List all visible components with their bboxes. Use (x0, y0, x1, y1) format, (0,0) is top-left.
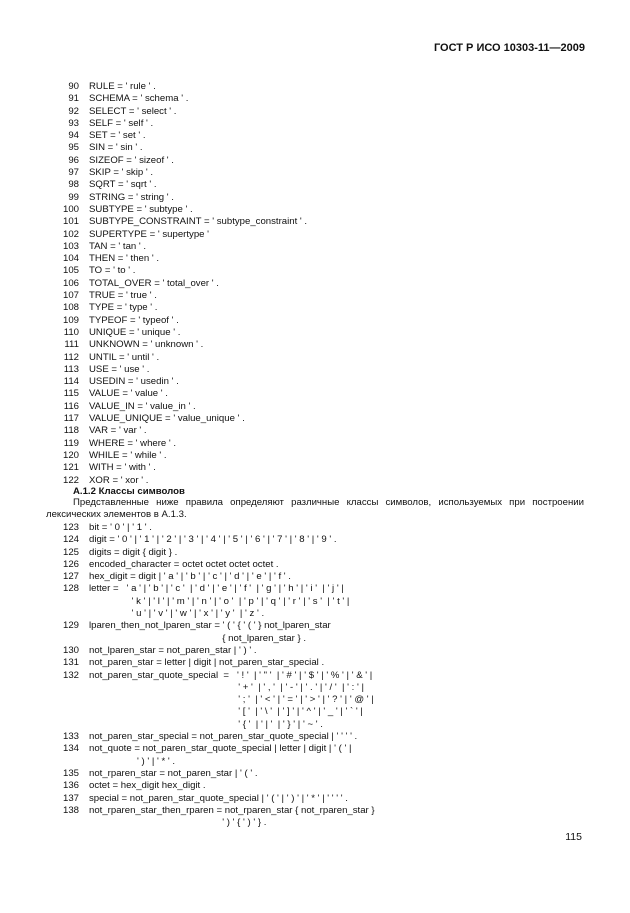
rule-number: 108 (62, 302, 79, 314)
grammar-rule (62, 192, 602, 204)
rule-text: TYPEOF = ' typeof ' . (89, 314, 179, 326)
grammar-rule (62, 620, 602, 632)
rule-number: 112 (63, 351, 79, 363)
rule-number: 103 (62, 240, 79, 252)
rule-text: USEDIN = ' usedin ' . (89, 376, 179, 388)
grammar-rule (62, 179, 602, 191)
rule-text: digit = ' 0 ' | ' 1 ' | ' 2 ' | ' 3 ' | ' 4 ' | ' 5 ' | ' 6 ' | ' 7 ' | ' 8 ' | ' 9 ' . (89, 534, 337, 546)
rule-text: special = not_paren_star_quote_special | ' ( ' | ' ) ' | ' * ' | ' ' ' ' . (89, 792, 348, 804)
grammar-rule (62, 81, 602, 93)
rule-text: not_paren_star_quote_special = ' ! ' | ' " ' | ' # ' | ' $ ' | ' % ' | ' & ' | (89, 669, 373, 681)
rule-number: 130 (62, 644, 79, 656)
rule-text: letter = ' a ' | ' b ' | ' c ' | ' d ' | ' e ' | ' f ' | ' g ' | ' h ' | ' i ' | ' j ' | (89, 583, 344, 595)
grammar-rule (62, 583, 602, 595)
rule-text: octet = hex_digit hex_digit . (89, 780, 206, 792)
rule-text: TRUE = ' true ' . (89, 290, 157, 302)
grammar-rule (62, 376, 602, 388)
rule-number: 129 (62, 620, 79, 632)
grammar-rule (62, 216, 602, 228)
rule-number: 107 (62, 290, 79, 302)
rule-text: ' { ' | ' | ' | ' } ' | ' ~ ' . (89, 718, 323, 730)
rule-number: 90 (68, 81, 79, 92)
grammar-rule (62, 253, 602, 265)
rule-text: SELECT = ' select ' . (89, 105, 177, 117)
grammar-rule (62, 694, 602, 706)
rule-number: 113 (63, 363, 79, 375)
grammar-rule (62, 645, 602, 657)
rule-number: 132 (62, 669, 79, 681)
grammar-rule (62, 780, 602, 792)
grammar-rule (62, 559, 602, 571)
grammar-rule (62, 118, 602, 130)
rule-text: WHILE = ' while ' . (89, 449, 167, 461)
rule-number: 138 (62, 804, 79, 816)
grammar-rule (62, 817, 602, 829)
rule-number: 105 (62, 265, 79, 277)
rule-number: 110 (63, 326, 79, 338)
grammar-rule (62, 522, 602, 534)
grammar-rule (62, 462, 602, 474)
rule-number: 98 (68, 179, 79, 191)
rule-text: USE = ' use ' . (89, 363, 150, 375)
rule-text: VALUE = ' value ' . (89, 388, 168, 400)
rule-number (62, 694, 79, 706)
rule-text: VALUE_IN = ' value_in ' . (89, 400, 196, 412)
grammar-rule (62, 413, 602, 425)
grammar-rule (62, 608, 602, 620)
grammar-rule (62, 633, 602, 645)
rule-text: bit = ' 0 ' | ' 1 ' . (89, 522, 152, 533)
rule-number: 131 (62, 657, 79, 669)
rule-number: 128 (62, 583, 79, 595)
rule-number: 121 (62, 462, 79, 474)
grammar-rule (62, 106, 602, 118)
rule-number (62, 706, 79, 718)
rule-number: 111 (64, 339, 79, 351)
rule-text: VAR = ' var ' . (89, 425, 147, 437)
rule-text: { not_lparen_star } . (89, 632, 307, 644)
rule-number: 118 (63, 425, 79, 437)
rule-text: ' + ' | ' , ' | ' - ' | ' . ' | ' / ' | ' : ' | (89, 681, 364, 693)
grammar-rule (62, 327, 602, 339)
rule-text: SET = ' set ' . (89, 130, 146, 142)
grammar-rule (62, 682, 602, 694)
rule-number: 115 (63, 388, 79, 400)
rule-text: TO = ' to ' . (89, 265, 136, 277)
rule-number: 101 (62, 216, 79, 228)
rule-number: 136 (62, 780, 79, 792)
rule-text: VALUE_UNIQUE = ' value_unique ' . (89, 413, 245, 425)
rule-number (62, 817, 79, 829)
rule-text: WITH = ' with ' . (89, 462, 156, 474)
rule-number: 127 (62, 571, 79, 583)
grammar-rule (62, 547, 602, 559)
rule-text: SQRT = ' sqrt ' . (89, 179, 157, 191)
grammar-rule (62, 142, 602, 154)
rule-text: SUBTYPE = ' subtype ' . (89, 203, 193, 215)
rule-text: XOR = ' xor ' . (89, 474, 149, 486)
rule-text: STRING = ' string ' . (89, 191, 174, 203)
rule-text: not_rparen_star = not_paren_star | ' ( ' . (89, 767, 258, 779)
grammar-rule (62, 302, 602, 314)
rule-text: WHERE = ' where ' . (89, 437, 177, 449)
rule-text: ' ) ' | ' * ' . (89, 755, 176, 767)
rule-number: 117 (63, 413, 79, 425)
grammar-rule (62, 768, 602, 780)
rule-text: RULE = ' rule ' . (89, 81, 156, 92)
grammar-rule (62, 534, 602, 546)
rule-text: TYPE = ' type ' . (89, 302, 158, 314)
grammar-rule (62, 438, 602, 450)
rule-text: SELF = ' self ' . (89, 117, 154, 129)
rule-number (62, 682, 79, 694)
rule-number: 124 (62, 534, 79, 546)
rule-text: THEN = ' then ' . (89, 253, 160, 265)
rule-text: UNKNOWN = ' unknown ' . (89, 339, 204, 351)
rule-number: 99 (68, 191, 79, 203)
rule-number: 123 (62, 522, 79, 533)
section-paragraph: Представленные ниже правила определяют различные классы символов, используемых при построении лексических элементов в А.1.3. (46, 497, 584, 521)
grammar-rule (62, 731, 602, 743)
rule-number: 106 (62, 277, 79, 289)
grammar-rule (62, 352, 602, 364)
grammar-rule (62, 167, 602, 179)
rule-number (62, 633, 79, 645)
grammar-rule (62, 265, 602, 277)
rule-number (62, 608, 79, 620)
rule-text: ' ; ' | ' < ' | ' = ' | ' > ' | ' ? ' | ' @ ' | (89, 694, 374, 706)
grammar-rules-keywords (62, 81, 602, 487)
rule-number (62, 719, 79, 731)
document-header: ГОСТ Р ИСО 10303-11—2009 (433, 42, 585, 54)
section-title: А.1.2 Классы символов (73, 486, 185, 497)
rule-text: not_paren_star_special = not_paren_star_quote_special | ' ' ' ' . (89, 731, 358, 743)
rule-number: 126 (62, 558, 79, 570)
rule-text: ' ) ' { ' ) ' } . (89, 817, 267, 829)
rule-number: 91 (68, 93, 79, 105)
rule-text: UNTIL = ' until ' . (89, 351, 160, 363)
rule-number: 137 (62, 792, 79, 804)
rule-number (62, 596, 79, 608)
rule-number (62, 756, 79, 768)
grammar-rule (62, 719, 602, 731)
rule-text: digits = digit { digit } . (89, 546, 178, 558)
rule-text: encoded_character = octet octet octet octet . (89, 558, 279, 570)
rule-number: 122 (62, 474, 79, 486)
rule-text: ' u ' | ' v ' | ' w ' | ' x ' | ' y ' | ' z ' . (89, 608, 265, 620)
rule-number: 100 (62, 203, 79, 215)
grammar-rule (62, 229, 602, 241)
rule-number: 94 (68, 130, 79, 142)
rule-text: SUBTYPE_CONSTRAINT = ' subtype_constraint ' . (89, 216, 308, 228)
grammar-rule (62, 364, 602, 376)
grammar-rule (62, 756, 602, 768)
rule-number: 134 (62, 743, 79, 755)
grammar-rule (62, 793, 602, 805)
rule-number: 92 (68, 105, 79, 117)
grammar-rule (62, 596, 602, 608)
grammar-rule (62, 93, 602, 105)
grammar-rule (62, 155, 602, 167)
page-number: 115 (565, 831, 582, 843)
grammar-rule (62, 339, 602, 351)
grammar-rule (62, 241, 602, 253)
rule-number: 114 (63, 376, 79, 388)
rule-text: TAN = ' tan ' . (89, 240, 147, 252)
grammar-rule (62, 315, 602, 327)
rule-number: 96 (68, 154, 79, 166)
rule-text: ' k ' | ' l ' | ' m ' | ' n ' | ' o ' | ' p ' | ' q ' | ' r ' | ' s ' | ' t ' | (89, 595, 350, 607)
rule-number: 104 (62, 253, 79, 265)
rule-text: not_lparen_star = not_paren_star | ' ) ' . (89, 644, 257, 656)
rule-number: 97 (68, 167, 79, 179)
rule-number: 109 (62, 314, 79, 326)
grammar-rule (62, 425, 602, 437)
rule-number: 116 (63, 400, 79, 412)
rule-number: 120 (62, 449, 79, 461)
rule-text: TOTAL_OVER = ' total_over ' . (89, 277, 219, 289)
rule-text: not_paren_star = letter | digit | not_paren_star_special . (89, 657, 325, 669)
grammar-rules-character-classes (62, 522, 602, 829)
rule-text: hex_digit = digit | ' a ' | ' b ' | ' c ' | ' d ' | ' e ' | ' f ' . (89, 571, 291, 583)
rule-text: SCHEMA = ' schema ' . (89, 93, 189, 105)
rule-number: 133 (62, 731, 79, 743)
rule-number: 135 (62, 767, 79, 779)
grammar-rule (62, 401, 602, 413)
grammar-rule (62, 450, 602, 462)
grammar-rule (62, 475, 602, 487)
grammar-rule (62, 805, 602, 817)
rule-number: 119 (63, 437, 79, 449)
rule-text: lparen_then_not_lparen_star = ' ( ' { ' ( ' } not_lparen_star (89, 620, 331, 632)
grammar-rule (62, 278, 602, 290)
rule-text: ' [ ' | ' \ ' | ' ] ' | ' ^ ' | ' _ ' | ' ` ' | (89, 706, 363, 718)
grammar-rule (62, 743, 602, 755)
grammar-rule (62, 204, 602, 216)
grammar-rule (62, 388, 602, 400)
rule-number: 93 (68, 117, 79, 129)
grammar-rule (62, 130, 602, 142)
rule-text: SKIP = ' skip ' . (89, 167, 154, 179)
grammar-rule (62, 657, 602, 669)
rule-number: 102 (62, 228, 79, 240)
grammar-rule (62, 290, 602, 302)
rule-number: 95 (68, 142, 79, 154)
rule-text: SUPERTYPE = ' supertype ' (89, 228, 209, 240)
rule-text: not_rparen_star_then_rparen = not_rparen_star { not_rparen_star } (89, 804, 375, 816)
rule-number: 125 (62, 546, 79, 558)
rule-text: not_quote = not_paren_star_quote_special | letter | digit | ' ( ' | (89, 743, 352, 755)
grammar-rule (62, 670, 602, 682)
grammar-rule (62, 571, 602, 583)
rule-text: SIN = ' sin ' . (89, 142, 143, 154)
rule-text: UNIQUE = ' unique ' . (89, 326, 181, 338)
rule-text: SIZEOF = ' sizeof ' . (89, 154, 174, 166)
grammar-rule (62, 706, 602, 718)
